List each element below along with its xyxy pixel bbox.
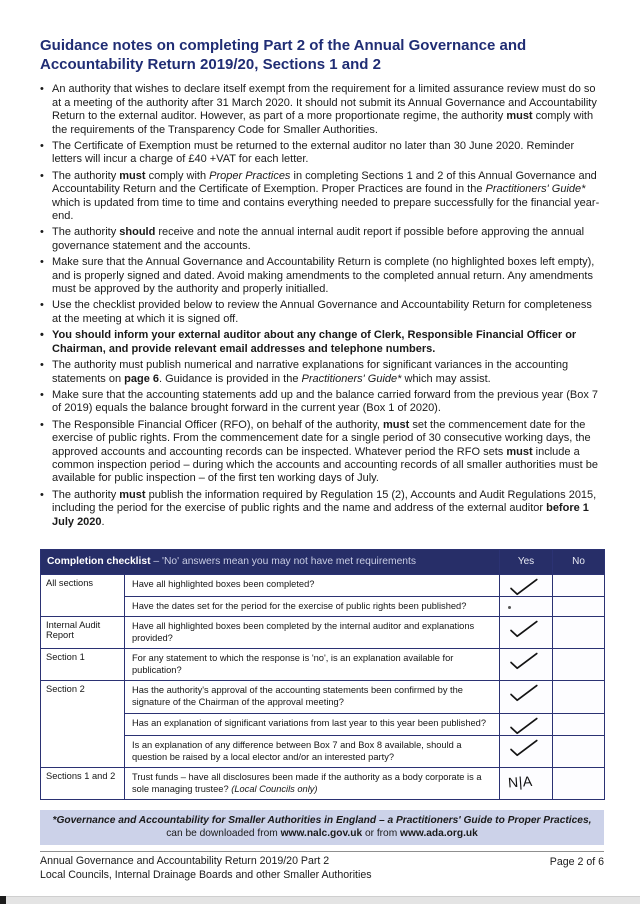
checklist-row: [41, 649, 605, 681]
text-segment: The authority: [52, 226, 120, 239]
checklist-yes-cell: [500, 596, 553, 616]
text-segment: (Local Councils only): [231, 783, 318, 794]
checklist-no-cell: [553, 681, 605, 713]
text-segment: must: [506, 110, 533, 123]
checklist-section-cell: Section 1: [41, 649, 125, 681]
footnote-line1: *Governance and Accountability for Smaller Authorities in England – a Practitioners' Guide to Proper Practices,: [52, 814, 592, 826]
checklist-question-cell: [125, 713, 500, 735]
checklist-question-cell: [125, 767, 500, 799]
bullet-text: [52, 489, 602, 529]
footnote-url-ada: www.ada.org.uk: [400, 828, 478, 840]
text-segment: Proper Practices: [209, 169, 291, 182]
text-segment: You should inform your external auditor about any change of Clerk, Responsible Financial Officer or Chairman, and provide relevant email addresses and telephone numbers.: [52, 329, 577, 355]
text-segment: Make sure that the accounting statements add up and the balance carried forward from the previous year (Box 7 of 2019) equals the balance brought forward in the current year (Box 1 of 2020).: [52, 388, 599, 415]
checklist-question-cell: [125, 574, 500, 596]
guidance-bullet: [40, 140, 602, 167]
text-segment: Use the checklist provided below to review the Annual Governance and Accountability Return for completeness at the meeting at which it is signed off.: [52, 299, 592, 325]
bullet-text: [52, 256, 602, 296]
text-segment: set the commencement date for the exercise of public rights. From the commencement date for a single period of 30 consecutive working days, the approved accounts and accounting records can be inspected. Whatever period the RFO sets: [52, 418, 591, 458]
bullet-text: [52, 170, 602, 224]
text-segment: Make sure that the Annual Governance and Accountability Return is complete (no highlighted boxes left empty), and is properly signed and dated. Avoid making amendments to the completed annual return. Any amendments must be approved by the authority and properly initialled.: [52, 256, 595, 296]
guidance-bullet: [40, 299, 602, 326]
text-segment: should: [119, 226, 156, 239]
footer-document-title: [40, 855, 372, 881]
text-segment: .: [101, 515, 105, 528]
bullet-marker-icon: •: [40, 488, 44, 501]
text-segment: Have all highlighted boxes been completed by the internal auditor and explanations provided?: [132, 621, 475, 644]
text-segment: receive and note the annual internal audit report if possible before approving the annual governance statement and the accounts.: [52, 226, 585, 252]
checklist-no-cell: [553, 767, 605, 799]
text-segment: Practitioners' Guide*: [301, 372, 402, 385]
handwritten-na: N|A: [507, 772, 534, 791]
bullet-text: [52, 389, 602, 416]
text-segment: For any statement to which the response is 'no', is an explanation available for publication?: [132, 653, 454, 676]
guidance-bullet: [40, 329, 602, 356]
checklist-question-cell: [125, 735, 500, 767]
tick-mark: [509, 577, 540, 596]
tick-mark: [509, 716, 540, 735]
checklist-section-cell: Section 2: [41, 681, 125, 767]
checklist-row: [41, 574, 605, 596]
bullet-text: [52, 359, 602, 386]
checklist-no-cell: [553, 713, 605, 735]
checklist-no-cell: [553, 735, 605, 767]
bullet-marker-icon: •: [40, 140, 44, 152]
checklist-row: [41, 617, 605, 649]
bullet-text: [52, 83, 602, 137]
text-segment: Has an explanation of significant variations from last year to this year been published?: [132, 717, 486, 728]
text-segment: include a common inspection period – during which the accounts and accounting records of all smaller authorities must be available for public inspection – of the first ten working days of July.: [52, 445, 599, 485]
bullet-marker-icon: •: [40, 299, 44, 312]
footnote-line2-mid: or from: [362, 828, 401, 840]
tick-mark: [509, 738, 540, 757]
checklist-no-cell: [553, 617, 605, 649]
text-segment: comply with: [145, 169, 210, 182]
completion-checklist-table: [40, 549, 605, 800]
bullet-marker-icon: •: [40, 226, 44, 239]
text-segment: Have all highlighted boxes been completed?: [132, 578, 315, 589]
bullet-text: [52, 226, 602, 253]
guidance-bullet: [40, 489, 602, 529]
bullet-marker-icon: •: [40, 388, 44, 401]
bullet-text: [52, 419, 602, 486]
faint-pen-mark: [508, 606, 511, 609]
bullet-marker-icon: •: [40, 418, 44, 431]
text-segment: must: [119, 169, 146, 182]
guidance-bullet: [40, 83, 602, 137]
text-segment: An authority that wishes to declare itself exempt from the requirement for a limited assurance review must do so at a meeting of the authority after 31 March 2020. It should not submit its Annual Governance and Accountability Return to the external auditor. However, as part of a more proportionate regime, the authority: [52, 83, 597, 123]
footnote-line2-pre: can be downloaded from: [166, 828, 281, 840]
checklist-yes-cell: [500, 767, 553, 799]
text-segment: must: [506, 445, 533, 458]
text-segment: The authority: [52, 169, 120, 182]
footnote-url-nalc: www.nalc.gov.uk: [280, 828, 363, 840]
text-segment: Practitioners' Guide*: [485, 183, 586, 196]
text-segment: Is an explanation of any difference between Box 7 and Box 8 available, should a question be raised by a local elector and/or an interested party?: [132, 739, 462, 762]
text-segment: publish the information required by Regulation 15 (2), Accounts and Audit Regulations 2015, including the period for the exercise of public rights and the name and address of the external auditor: [52, 488, 597, 515]
checklist-row: [41, 681, 605, 713]
text-segment: The authority: [52, 488, 120, 501]
checklist-header-title-bold: Completion checklist: [47, 555, 151, 567]
checklist-section-cell: All sections: [41, 574, 125, 616]
guidance-bullet: [40, 389, 602, 416]
guidance-bullet: [40, 170, 602, 224]
checklist-row: [41, 767, 605, 799]
guidance-bullet: [40, 359, 602, 386]
checklist-question-cell: [125, 649, 500, 681]
bullet-marker-icon: •: [40, 256, 44, 269]
guidance-bullet: [40, 419, 602, 486]
bullet-text: [52, 299, 602, 326]
page-content: [40, 36, 602, 882]
tick-mark: [509, 684, 540, 703]
checklist-row: [41, 735, 605, 767]
text-segment: Trust funds – have all disclosures been made if the authority as a body corporate is a sole managing trustee?: [132, 771, 482, 794]
checklist-row: [41, 713, 605, 735]
text-segment: which is updated from time to time and contains everything needed to prepare successfully for the financial year-end.: [52, 196, 600, 223]
footnote-box: [40, 810, 604, 846]
checklist-section-cell: Internal Audit Report: [41, 617, 125, 649]
text-segment: in completing Sections 1 and 2 of this Annual Governance and Accountability Return and the Certificate of Exemption. Proper Practices are found in the: [52, 169, 597, 196]
footnote-line2: [46, 827, 598, 840]
tick-mark: [509, 620, 540, 639]
scan-edge-bottom: [0, 896, 640, 904]
text-segment: comply with the requirements of the Transparency Code for Smaller Authorities.: [52, 110, 594, 136]
text-segment: The Certificate of Exemption must be returned to the external auditor no later than 30 June 2020. Reminder letters will incur a charge of £40 +VAT for each letter.: [52, 140, 575, 166]
tick-mark: [509, 652, 540, 671]
bullet-marker-icon: •: [40, 329, 44, 342]
text-segment: which may assist.: [401, 372, 491, 385]
page-footer: [40, 851, 604, 881]
guidance-bullet: [40, 226, 602, 253]
checklist-yes-cell: [500, 735, 553, 767]
text-segment: The Responsible Financial Officer (RFO), on behalf of the authority,: [52, 418, 383, 431]
text-segment: Have the dates set for the period for the exercise of public rights been published?: [132, 600, 467, 611]
checklist-header: [41, 549, 605, 574]
checklist-yes-cell: [500, 681, 553, 713]
bullet-marker-icon: •: [40, 359, 44, 372]
text-segment: . Guidance is provided in the: [159, 372, 302, 385]
checklist-yes-cell: [500, 713, 553, 735]
text-segment: The authority must publish numerical and narrative explanations for significant variances in the accounting statements on: [52, 359, 569, 385]
checklist-no-cell: [553, 596, 605, 616]
yes-column-header: Yes: [500, 549, 553, 574]
bullet-marker-icon: •: [40, 169, 44, 182]
scan-artifact-mark: [0, 896, 6, 904]
checklist-no-cell: [553, 649, 605, 681]
checklist-body: [41, 574, 605, 799]
checklist-no-cell: [553, 574, 605, 596]
footer-line2: Local Councils, Internal Drainage Boards and other Smaller Authorities: [40, 868, 372, 881]
bullet-text: [52, 140, 602, 167]
text-segment: page 6: [124, 372, 160, 385]
checklist-yes-cell: [500, 617, 553, 649]
checklist-row: [41, 596, 605, 616]
checklist-question-cell: [125, 596, 500, 616]
checklist-question-cell: [125, 617, 500, 649]
text-segment: must: [382, 418, 410, 431]
page-number: Page 2 of 6: [549, 856, 604, 869]
footer-line1: Annual Governance and Accountability Return 2019/20 Part 2: [40, 855, 330, 868]
checklist-header-title-rest: – 'No' answers mean you may not have met requirements: [150, 555, 417, 567]
page-title: Guidance notes on completing Part 2 of the Annual Governance and Accountability Return 2019/20, Sections 1 and 2: [40, 37, 527, 74]
guidance-bullets: [40, 83, 602, 529]
checklist-question-cell: [125, 681, 500, 713]
bullet-text: [52, 329, 602, 356]
no-column-header: No: [553, 549, 605, 574]
checklist-yes-cell: [500, 649, 553, 681]
checklist-header-title: [41, 549, 500, 574]
text-segment: must: [119, 488, 146, 501]
checklist-yes-cell: [500, 574, 553, 596]
bullet-marker-icon: •: [40, 83, 44, 96]
text-segment: Has the authority's approval of the accounting statements been confirmed by the signature of the Chairman of the approval meeting?: [132, 685, 463, 708]
guidance-bullet: [40, 256, 602, 296]
text-segment: before 1 July 2020: [52, 502, 589, 528]
checklist-section-cell: Sections 1 and 2: [41, 767, 125, 799]
